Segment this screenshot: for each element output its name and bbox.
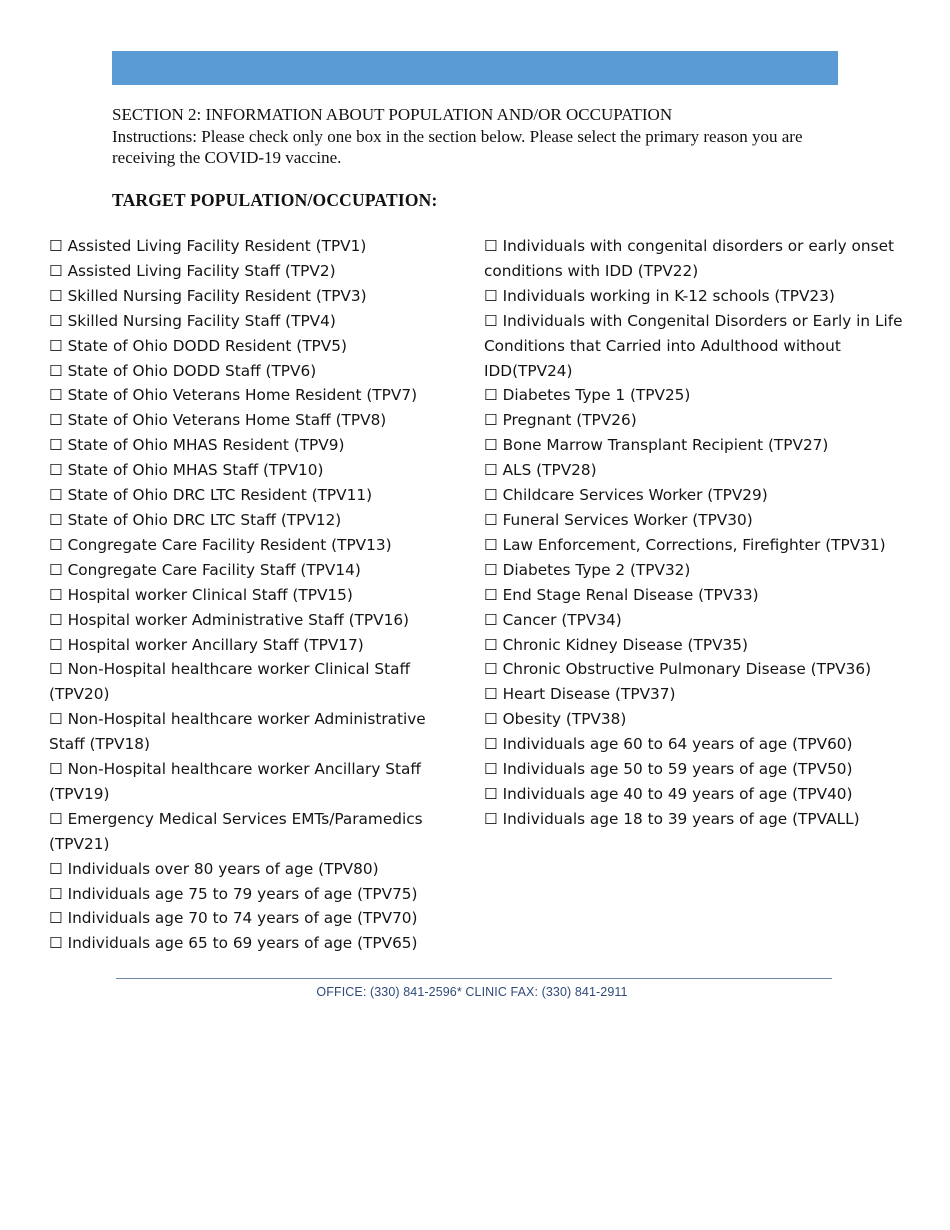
option-label: State of Ohio Veterans Home Staff (TPV8)	[67, 411, 387, 430]
checkbox-icon[interactable]: ☐	[484, 237, 498, 255]
checkbox-icon[interactable]: ☐	[49, 884, 63, 903]
option-item[interactable]	[49, 458, 461, 483]
option-label: End Stage Renal Disease (TPV33)	[502, 585, 759, 604]
checkbox-icon[interactable]: ☐	[484, 760, 498, 779]
option-item[interactable]	[484, 807, 904, 832]
checkbox-icon[interactable]: ☐	[49, 510, 63, 529]
checkbox-icon[interactable]: ☐	[484, 386, 498, 405]
checkbox-icon[interactable]: ☐	[49, 560, 63, 579]
option-item[interactable]	[484, 583, 904, 608]
checkbox-icon[interactable]: ☐	[49, 610, 63, 629]
option-label: Diabetes Type 1 (TPV25)	[502, 386, 691, 405]
target-population-title: TARGET POPULATION/OCCUPATION:	[112, 190, 438, 210]
option-label: Non-Hospital healthcare worker Clinical Staff (TPV20)	[49, 660, 410, 704]
option-label: Chronic Kidney Disease (TPV35)	[502, 635, 748, 654]
section-header	[112, 104, 832, 169]
option-item[interactable]	[49, 931, 461, 956]
option-item[interactable]	[484, 732, 904, 757]
right-option-column	[484, 234, 904, 832]
checkbox-icon[interactable]: ☐	[49, 760, 63, 779]
checkbox-icon[interactable]: ☐	[49, 486, 63, 505]
option-label: Congregate Care Facility Resident (TPV13)	[67, 535, 392, 554]
option-item[interactable]	[49, 284, 461, 309]
option-label: Individuals age 65 to 69 years of age (TPV65)	[67, 934, 418, 953]
option-label: Cancer (TPV34)	[502, 610, 622, 629]
checkbox-icon[interactable]: ☐	[484, 735, 498, 754]
checkbox-icon[interactable]: ☐	[484, 560, 498, 579]
option-item[interactable]	[49, 657, 461, 707]
option-item[interactable]	[484, 657, 904, 682]
option-label: Individuals with Congenital Disorders or Early in Life Conditions that Carried into Adulthood without IDD(TPV24)	[484, 311, 903, 380]
option-label: Childcare Services Worker (TPV29)	[502, 486, 768, 505]
option-label: Obesity (TPV38)	[502, 710, 627, 729]
header-banner	[112, 51, 838, 85]
option-label: Bone Marrow Transplant Recipient (TPV27)	[502, 436, 829, 455]
checkbox-icon[interactable]: ☐	[49, 909, 63, 928]
option-label: Heart Disease (TPV37)	[502, 685, 676, 704]
checkbox-icon[interactable]: ☐	[49, 361, 63, 380]
option-item[interactable]	[49, 234, 461, 259]
checkbox-icon[interactable]: ☐	[49, 237, 63, 255]
option-label: ALS (TPV28)	[502, 461, 597, 480]
checkbox-icon[interactable]: ☐	[484, 685, 498, 704]
checkbox-icon[interactable]: ☐	[484, 660, 498, 679]
option-item[interactable]	[484, 234, 904, 284]
option-label: State of Ohio Veterans Home Resident (TPV7)	[67, 386, 418, 405]
option-item[interactable]	[49, 583, 461, 608]
option-label: Non-Hospital healthcare worker Administrative Staff (TPV18)	[49, 710, 426, 754]
footer-divider	[116, 978, 832, 979]
option-item[interactable]	[49, 882, 461, 907]
checkbox-icon[interactable]: ☐	[49, 386, 63, 405]
option-label: Skilled Nursing Facility Resident (TPV3)	[67, 286, 367, 305]
option-label: Hospital worker Ancillary Staff (TPV17)	[67, 635, 364, 654]
checkbox-icon[interactable]: ☐	[484, 585, 498, 604]
checkbox-icon[interactable]: ☐	[49, 535, 63, 554]
checkbox-icon[interactable]: ☐	[484, 710, 498, 729]
checkbox-icon[interactable]: ☐	[484, 535, 498, 554]
option-label: Individuals age 40 to 49 years of age (TPV40)	[502, 784, 853, 803]
option-label: Individuals with congenital disorders or early onset conditions with IDD (TPV22)	[484, 237, 894, 280]
option-label: Funeral Services Worker (TPV30)	[502, 510, 753, 529]
option-label: Emergency Medical Services EMTs/Paramedics (TPV21)	[49, 809, 423, 853]
checkbox-icon[interactable]: ☐	[49, 336, 63, 355]
option-label: State of Ohio DRC LTC Staff (TPV12)	[67, 510, 342, 529]
option-label: Individuals age 70 to 74 years of age (TPV70)	[67, 909, 418, 928]
option-label: Assisted Living Facility Resident (TPV1)	[67, 237, 367, 255]
left-option-column	[49, 234, 461, 956]
section-title: SECTION 2: INFORMATION ABOUT POPULATION AND/OR OCCUPATION	[112, 105, 673, 124]
option-item[interactable]	[484, 383, 904, 408]
option-item[interactable]	[484, 433, 904, 458]
checkbox-icon[interactable]: ☐	[49, 286, 63, 305]
checkbox-icon[interactable]: ☐	[484, 635, 498, 654]
option-item[interactable]	[49, 558, 461, 583]
option-item[interactable]	[49, 383, 461, 408]
checkbox-icon[interactable]: ☐	[484, 411, 498, 430]
checkbox-icon[interactable]: ☐	[484, 510, 498, 529]
option-label: Individuals over 80 years of age (TPV80)	[67, 859, 379, 878]
option-item[interactable]	[484, 458, 904, 483]
checkbox-icon[interactable]: ☐	[49, 585, 63, 604]
option-item[interactable]	[49, 309, 461, 334]
option-item[interactable]	[484, 682, 904, 707]
option-label: State of Ohio DODD Resident (TPV5)	[67, 336, 347, 355]
option-label: State of Ohio DODD Staff (TPV6)	[67, 361, 317, 380]
option-label: Individuals working in K-12 schools (TPV23)	[502, 286, 835, 305]
checkbox-icon[interactable]: ☐	[49, 635, 63, 654]
checkbox-icon[interactable]: ☐	[49, 461, 63, 480]
checkbox-icon[interactable]: ☐	[49, 809, 63, 828]
checkbox-icon[interactable]: ☐	[49, 660, 63, 679]
option-item[interactable]	[484, 757, 904, 782]
option-label: Pregnant (TPV26)	[502, 411, 637, 430]
checkbox-icon[interactable]: ☐	[49, 261, 63, 280]
option-item[interactable]	[484, 284, 904, 309]
option-item[interactable]	[49, 533, 461, 558]
option-item[interactable]	[484, 608, 904, 633]
option-label: Individuals age 60 to 64 years of age (TPV60)	[502, 735, 853, 754]
option-item[interactable]	[49, 633, 461, 658]
option-item[interactable]	[484, 633, 904, 658]
checkbox-icon[interactable]: ☐	[49, 311, 63, 330]
option-label: Congregate Care Facility Staff (TPV14)	[67, 560, 361, 579]
option-item[interactable]	[484, 309, 904, 384]
checkbox-icon[interactable]: ☐	[49, 934, 63, 953]
option-label: Skilled Nursing Facility Staff (TPV4)	[67, 311, 336, 330]
option-item[interactable]	[49, 906, 461, 931]
option-item[interactable]	[49, 807, 461, 857]
option-item[interactable]	[49, 408, 461, 433]
option-label: Individuals age 75 to 79 years of age (TPV75)	[67, 884, 418, 903]
option-label: Law Enforcement, Corrections, Firefighter (TPV31)	[502, 535, 886, 554]
option-label: Diabetes Type 2 (TPV32)	[502, 560, 691, 579]
checkbox-icon[interactable]: ☐	[484, 610, 498, 629]
instructions: Instructions: Please check only one box in the section below. Please select the primary reason you are receiving the COVID-19 vaccine.	[112, 126, 803, 167]
option-item[interactable]	[49, 508, 461, 533]
option-item[interactable]	[484, 533, 904, 558]
checkbox-icon[interactable]: ☐	[484, 436, 498, 455]
option-item[interactable]	[49, 483, 461, 508]
option-label: State of Ohio MHAS Staff (TPV10)	[67, 461, 324, 480]
option-item[interactable]	[49, 707, 461, 757]
option-item[interactable]	[49, 259, 461, 284]
checkbox-icon[interactable]: ☐	[49, 710, 63, 729]
option-item[interactable]	[49, 757, 461, 807]
checkbox-icon[interactable]: ☐	[484, 311, 498, 330]
option-label: Non-Hospital healthcare worker Ancillary Staff (TPV19)	[49, 760, 421, 803]
checkbox-icon[interactable]: ☐	[484, 486, 498, 505]
option-label: Individuals age 50 to 59 years of age (TPV50)	[502, 760, 853, 779]
option-item[interactable]	[484, 508, 904, 533]
option-label: Hospital worker Administrative Staff (TPV16)	[67, 610, 410, 629]
option-label: State of Ohio DRC LTC Resident (TPV11)	[67, 486, 373, 505]
checkbox-icon[interactable]: ☐	[484, 286, 498, 305]
option-label: Hospital worker Clinical Staff (TPV15)	[67, 585, 353, 604]
option-item[interactable]	[484, 782, 904, 807]
option-label: State of Ohio MHAS Resident (TPV9)	[67, 436, 345, 455]
option-label: Assisted Living Facility Staff (TPV2)	[67, 261, 336, 280]
option-item[interactable]	[484, 408, 904, 433]
footer-contact: OFFICE: (330) 841-2596* CLINIC FAX: (330) 841-2911	[316, 985, 628, 999]
checkbox-icon[interactable]: ☐	[49, 859, 63, 878]
option-item[interactable]	[49, 433, 461, 458]
checkbox-icon[interactable]: ☐	[484, 784, 498, 803]
checkbox-icon[interactable]: ☐	[484, 461, 498, 480]
option-label: Individuals age 18 to 39 years of age (TPVALL)	[502, 809, 860, 828]
option-item[interactable]	[49, 334, 461, 359]
option-item[interactable]	[49, 857, 461, 882]
option-item[interactable]	[49, 359, 461, 384]
checkbox-icon[interactable]: ☐	[484, 809, 498, 828]
checkbox-icon[interactable]: ☐	[49, 411, 63, 430]
option-item[interactable]	[484, 707, 904, 732]
option-label: Chronic Obstructive Pulmonary Disease (TPV36)	[502, 660, 872, 679]
option-item[interactable]	[49, 608, 461, 633]
option-item[interactable]	[484, 558, 904, 583]
option-item[interactable]	[484, 483, 904, 508]
checkbox-icon[interactable]: ☐	[49, 436, 63, 455]
